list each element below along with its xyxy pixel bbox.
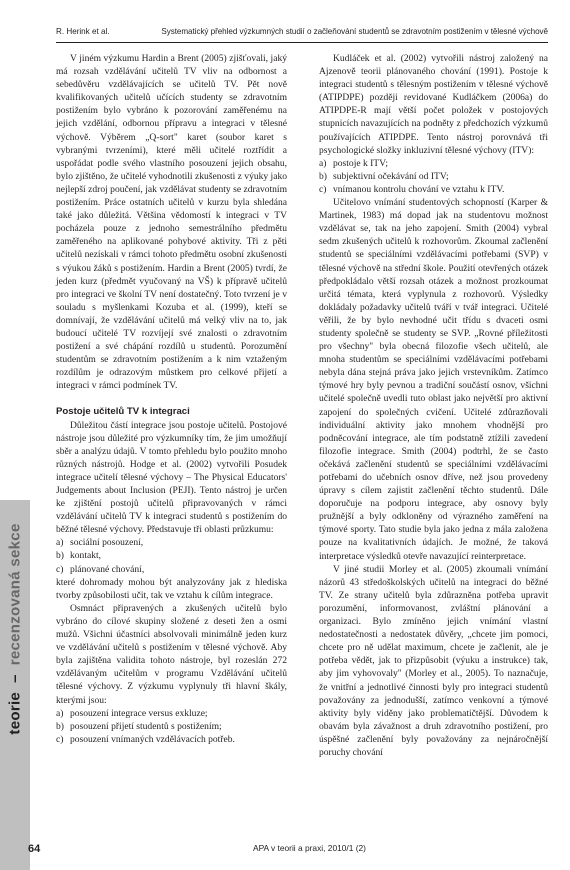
header-title: Systematický přehled výzkumných studií o začleňování studentů se zdravotním postižením v tělesné výchově: [161, 27, 548, 36]
section-heading: Postoje učitelů TV k integraci: [56, 406, 190, 418]
list-item-text: posouzení vnímaných vzdělávacích potřeb.: [70, 733, 235, 745]
list-survey-areas: [56, 536, 287, 575]
paragraph: Učitelovo vnímání studentových schopností (Karper & Martinek, 1983) má dopad jak na studentovu možnost vzdělávat se, tak na jeho zapojení. Smith (2004) vybral sedm zkušených učitelů k rozhovorům. Zkoumal začlenění studentů se speciálními vzdělávacími potřebami (SVP) v tělesné výchově na střední škole. Použití otevřených otázek předpokládalo větší rozsah otázek a možnost prozkoumat určitá témata, která vyplynula z rozhovorů. Výsledky dokládaly požadavky učitelů tváří v tvář integraci. Učitelé věřili, že by bylo nevhodné učit třídu s dvaceti osmi studenty společně se studenty se SVP. „Rovné příležitosti pro všechny" byla obecná filozofie všech učitelů, ale mnoha studentům se speciálními vzdělávacími potřebami nebyla dána stejná práva jako jejich vrstevníkům. Zatímco týmové hry byly pevnou a tradiční součástí osnov, všichni učitelé společně uvedli tuto oblast jako největší pro aktivní zapojení do společných cvičení. Učitelé zdůrazňovali individuální aktivity jako mnohem vhodnější pro podněcování integrace, ale tím podstatně ztížili zavedení filozofie integrace. Smith (2004) podtrhl, že se často očekává začlenění studentů se speciálními vzdělávacími potřebami do učebních osnov dříve, než jsou provedeny úpravy s cílem zajistit začlenění těchto studentů. Dále doporučuje na podporu integrace, aby osnovy byly pružnější a byly odkloněny od výrazného zaměření na týmové sporty. Tato studie byla jako jedna z mála založena pouze na kvalitativních údajích. Je možné, že taková interpretace výsledků otevře navazující reinterpretace.: [319, 197, 548, 562]
list-item-text: subjektivní očekávání od ITV;: [333, 170, 449, 182]
section-sidebar-label: [7, 523, 24, 734]
list-item-text: posouzení přijetí studentů s postižením;: [70, 720, 222, 732]
list-item: [56, 549, 287, 562]
sidebar-section-a: teorie: [6, 691, 24, 735]
paragraph: Kudláček et al. (2002) vytvořili nástroj založený na Ajzenově teorii plánovaného chování (1991). Postoje k integraci studentů s tělesným postižením v tělesné výchově (ATIPDPE) později revidované Kudláčkem (2006a) do ATIPDPE-R mají větší počet položek v postojových stupnicích navazujících na podněty z předchozích výzkumů používajících ATIPDPE. Tento nástroj porovnává tři psychologické složky inkluzivní tělesné výchovy (ITV):: [319, 53, 548, 156]
list-item: [56, 707, 287, 720]
list-marker: a): [56, 707, 64, 719]
list-item: [56, 563, 287, 576]
list-item-text: plánované chování,: [70, 563, 145, 575]
sidebar-dash: –: [6, 674, 24, 683]
sidebar-section-b: recenzovaná sekce: [6, 523, 24, 666]
left-column: [56, 52, 287, 746]
paragraph: Osmnáct připravených a zkušených učitelů bylo vybráno do cílové skupiny složené z deseti žen a osmi mužů. Všichni účastníci absolvovali minimálně jeden kurz ve vzdělávání učitelů s postižením v tělesné výchově. Aby byla zajištěna validita tohoto nástroje, byl rozeslán 272 vzdělávaným učitelům v programu Vzdělávání učitelů tělesné výchovy. Z výzkumu vyplynuly tři hlavní škály, kterými jsou:: [56, 602, 287, 706]
list-marker: a): [56, 537, 64, 549]
paragraph: V jiném výzkumu Hardin a Brent (2005) zjišťovali, jaký má rozsah vzdělávání učitelů TV vliv na odbornost a sebedůvěru vzdělávajících se učitelů TV. Pět nově kvalifikovaných učitelů učících studenty se zdravotním postižením bylo vybráno k pozorování zaměřenému na jejich vzdělání, odbornou přípravu a integraci v tělesné výchově. Výběrem „Q-sort" karet (soubor karet s vybranými tvrzeními), které měli učitelé roztřídit a uspořádat podle svého vlastního posouzení jejich obsahu, bylo zjištěno, že učitelé vyhodnotili zkušenosti z výuky jako nejlepší zdroj poučení, jak vzdělávat studenty se zdravotním postižením. Práce ostatních učitelů v kurzu byla shledána také jako důležitá. Většina vědomostí k integraci v TV pocházela pouze z jednoho semestrálního předmětu zaměřeného na aplikované pohybové aktivity. Tři z pěti učitelů nezískali v rámci tohoto předmětu osobní zkušenosti s výukou žáků s postižením. Hardin a Brent (2005) tvrdí, že jeden kurz (předmět vyučovaný na VŠ) k přípravě učitelů pro integraci ve školní TV není dostatečný. Toto tvrzení je v souladu s myšlenkami Kozuba et al. (1999), kteří se domnívají, že vzdělávání učitelů má velký vliv na to, jak budoucí učitelé TV rozvíjejí své znalosti o zdravotním postižení a své chápání rozdílů u studentů. Porozumění studentům se zdravotním postižením a k nim vztaženým rozdílům je odrazovým můstkem pro celkové přijetí a integraci v rámci podmínek TV.: [56, 53, 287, 392]
list-marker: c): [56, 733, 64, 745]
list-item-text: vnímanou kontrolu chování ve vztahu k ITV.: [333, 183, 505, 195]
list-item: [56, 733, 287, 746]
list-marker: b): [56, 550, 64, 562]
list-item-text: postoje k ITV;: [333, 157, 388, 169]
list-scales: [56, 707, 287, 746]
list-item: [319, 183, 548, 196]
list-item-text: posouzení integrace versus exkluze;: [70, 707, 208, 719]
list-item: [319, 170, 548, 183]
list-psychological-components: [319, 157, 548, 196]
right-column: [319, 52, 548, 759]
list-item: [319, 157, 548, 170]
list-item: [56, 536, 287, 549]
running-header: [56, 27, 548, 39]
list-marker: a): [319, 157, 327, 169]
header-authors: R. Herink et al.: [56, 27, 110, 36]
paragraph: V jiné studii Morley et al. (2005) zkoumali vnímání názorů 43 středoškolských učitelů na integraci do běžné TV. Ze strany učitelů byla zdůrazněna potřeba upravit porozumění, informovanost, zvláštní plánování a organizaci. Bylo zmíněno jejich vnímání vlastní nedostatečnosti a nedostatek důvěry, „chcete jim pomoci, chcete pro ně udělat maximum, chcete je začlenit, ale je potřeba vědět, jak to přizpůsobit (výuku a instrukce) tak, aby jim vyhovovaly" (Morley et al., 2005). To naznačuje, že vnitřní a jednotlivé činnosti byly pro integraci studentů považovány za jednodušší, zatímco venkovní a týmové aktivity byly viděny jako problematičtější. Důvodem k obavám byla závažnost a druh zdravotního postižení, pro úspěšné začlenění byly považovány za nejnáročnější poruchy chování: [319, 563, 548, 758]
list-marker: c): [319, 183, 327, 195]
list-item: [56, 720, 287, 733]
paragraph: které dohromady mohou být analyzovány jak z hlediska tvorby způsobilosti učit, tak ve vztahu k cílům integrace.: [56, 576, 287, 601]
paragraph: Důležitou částí integrace jsou postoje učitelů. Postojové nástroje jsou důležité pro výzkumníky tím, že jim umožňují sběr a analýzu údajů. V tomto přehledu bylo použito mnoho různých nástrojů. Hodge et al. (2002) vytvořili Posudek integrace učitelí tělesné výchovy – The Physical Educators' Judgements about Inclusion (PEJI). Tento nástroj je určen ke zjištění postojů učitelů připravovaných v rámci vzdělávání učitelů TV k integraci studentů s postižením do běžné tělesné výchovy. Představuje tři oblasti průzkumu:: [56, 419, 287, 536]
list-marker: c): [56, 563, 64, 575]
list-item-text: sociální posouzení,: [70, 537, 144, 549]
list-marker: b): [319, 170, 327, 182]
journal-footer: APA v teorii a praxi, 2010/1 (2): [253, 843, 366, 853]
list-marker: b): [56, 720, 64, 732]
list-item-text: kontakt,: [70, 550, 102, 562]
page-number: 64: [28, 843, 41, 855]
header-rule: [56, 42, 548, 43]
